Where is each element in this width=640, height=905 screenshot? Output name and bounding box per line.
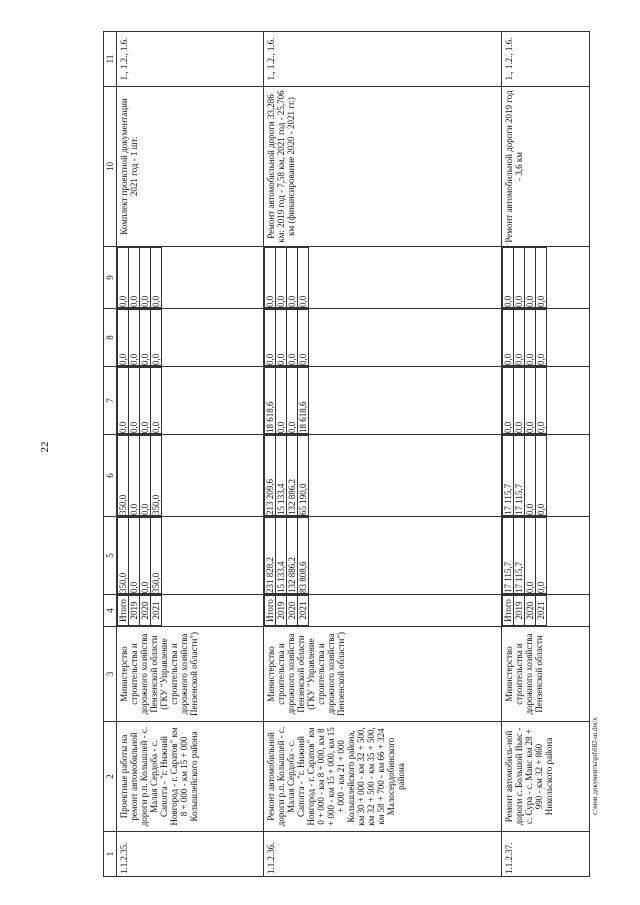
- value-cell-col9: [502, 247, 590, 309]
- year: 2021: [298, 596, 309, 626]
- row-result: Ремонт автомобильной дороги 33,286 км: 2019 год - 7,58 км, 2021 год - 25,706 км (финансирование 2020 - 2021 гг.): [264, 87, 502, 247]
- value: 0,0: [118, 248, 129, 308]
- row-number: 1.1.2.37.: [502, 832, 590, 877]
- year: 2021: [151, 596, 162, 626]
- row-name: Проектные работы на ремонт автомобильной дороги р.п. Колышлей - с. Малая Сердоба - с. Сапогга - "г. Нижний Новгород - г. Саратов" км 8 + 000 - км 15 + 000 Колышлейского района: [117, 722, 264, 832]
- year: Итого: [503, 596, 514, 626]
- value: 350,0: [118, 518, 129, 594]
- value: 0,0: [514, 310, 525, 366]
- header-cell: 5: [104, 517, 117, 595]
- header-cell: 4: [104, 595, 117, 627]
- value-cell-col9: [117, 247, 264, 309]
- header-cell: 11: [104, 32, 117, 87]
- value: 0,0: [525, 310, 536, 366]
- value: 0,0: [140, 368, 151, 434]
- value-cell-col8: [117, 309, 264, 367]
- value: 17 115,7: [503, 518, 514, 594]
- row-executor: Министерство строительства и дорожного хозяйства Пензенской области (ГКУ "Управление строительства и дорожного хозяйства Пензенской области"): [264, 627, 502, 722]
- value: 0,0: [140, 518, 151, 594]
- value: 18 618,6: [265, 368, 276, 434]
- value-cell-col6: [117, 435, 264, 517]
- page-number: 22: [39, 441, 51, 453]
- year: 2019: [276, 596, 287, 626]
- value-cell-col8: [264, 309, 502, 367]
- value: 0,0: [503, 310, 514, 366]
- value: 0,0: [151, 368, 162, 434]
- value: 0,0: [298, 310, 309, 366]
- value: 213 209,6: [265, 436, 276, 516]
- value: 0,0: [118, 368, 129, 434]
- row-codes: 1., 1.2., 1.6.: [264, 32, 502, 87]
- value-cell-col6: [264, 435, 502, 517]
- header-cell: 1: [104, 832, 117, 877]
- value: 18 618,6: [298, 368, 309, 434]
- header-cell: 2: [104, 722, 117, 832]
- value: 0,0: [129, 368, 140, 434]
- value: 17 115,7: [514, 518, 525, 594]
- year: 2020: [287, 596, 298, 626]
- value: 0,0: [525, 248, 536, 308]
- value: 0,0: [525, 518, 536, 594]
- column-number-row: [104, 32, 117, 877]
- value: 0,0: [265, 310, 276, 366]
- header-cell: 3: [104, 627, 117, 722]
- value: 0,0: [298, 248, 309, 308]
- year: 2019: [129, 596, 140, 626]
- value: 0,0: [536, 248, 547, 308]
- row-number: 1.1.2.35.: [117, 832, 264, 877]
- program-measures-table: [103, 31, 590, 877]
- header-cell: 8: [104, 309, 117, 367]
- value: 0,0: [525, 436, 536, 516]
- value: 17 115,7: [514, 436, 525, 516]
- table-row: [117, 32, 264, 877]
- table-row: [264, 32, 502, 877]
- value: 0,0: [536, 310, 547, 366]
- year: 2020: [525, 596, 536, 626]
- value: 0,0: [151, 248, 162, 308]
- year: Итого: [265, 596, 276, 626]
- row-name: Ремонт автомобильной дороги р.п. Колышлей - с. Малая Сердоба - с. Сапогга - "г. Нижний Новгород - г. Саратов" км 0 + 000 - км 8 + 000, км 8 + 000 - км 15 + 000, км 15 + 000 - км 21 + 000 Колышлейского района, км 30 + 000 - км 32 + 500, км 32 + 500 - км 35 + 500, км 58 + 700 - км 66 + 324 Малосердобинского района: [264, 722, 502, 832]
- value-cell-col7: [117, 367, 264, 435]
- value: 0,0: [287, 310, 298, 366]
- value-cell-col5: [264, 517, 502, 595]
- value: 17 115,7: [503, 436, 514, 516]
- value: 0,0: [129, 518, 140, 594]
- value: 132 886,2: [287, 518, 298, 594]
- value: 0,0: [503, 368, 514, 434]
- rotated-table-container: [103, 32, 588, 877]
- value: 350,0: [118, 436, 129, 516]
- value: 0,0: [276, 310, 287, 366]
- value: 0,0: [536, 518, 547, 594]
- value: 0,0: [287, 248, 298, 308]
- value-cell-col5: [117, 517, 264, 595]
- value: 0,0: [276, 368, 287, 434]
- value: 0,0: [140, 436, 151, 516]
- value: 0,0: [514, 248, 525, 308]
- years-cell: [117, 595, 264, 627]
- value: 0,0: [525, 368, 536, 434]
- value: 83 808,6: [298, 518, 309, 594]
- year: 2020: [140, 596, 151, 626]
- value: 0,0: [287, 368, 298, 434]
- years-cell: [502, 595, 590, 627]
- header-cell: 7: [104, 367, 117, 435]
- value: 0,0: [503, 248, 514, 308]
- value: 350,0: [151, 436, 162, 516]
- value: 0,0: [276, 248, 287, 308]
- value: 15 133,4: [276, 436, 287, 516]
- year: 2021: [536, 596, 547, 626]
- value: 0,0: [514, 368, 525, 434]
- value: 65 190,0: [298, 436, 309, 516]
- row-number: 1.1.2.36.: [264, 832, 502, 877]
- value: 231 828,2: [265, 518, 276, 594]
- footer-file-path: c:\мои документы\pd\682-ш.docx: [591, 717, 599, 815]
- row-name: Ремонт автомобиль-ной дороги с. Большой Вьяс - с. Сура - с. Маис км 28 + 990 - км 32 + 860 Никольского района: [502, 722, 590, 832]
- row-result: Ремонт автомобильной дороги 2019 год - 3,6 км: [502, 87, 590, 247]
- value: 0,0: [129, 248, 140, 308]
- year: 2019: [514, 596, 525, 626]
- value: 0,0: [536, 436, 547, 516]
- row-codes: 1., 1.2., 1.6.: [502, 32, 590, 87]
- value: 0,0: [140, 310, 151, 366]
- value-cell-col7: [264, 367, 502, 435]
- value-cell-col5: [502, 517, 590, 595]
- value-cell-col7: [502, 367, 590, 435]
- value-cell-col6: [502, 435, 590, 517]
- header-cell: 10: [104, 87, 117, 247]
- row-executor: Министерство строительства и дорожного хозяйства Пензенской области (ГКУ "Управление строительства и дорожного хозяйства Пензенской области"): [117, 627, 264, 722]
- row-result: Комплект проектной документации 2021 год - 1 шт.: [117, 87, 264, 247]
- value: 15 133,4: [276, 518, 287, 594]
- table-row: [502, 32, 590, 877]
- header-cell: 9: [104, 247, 117, 309]
- row-executor: Министерство строительства и дорожного хозяйства Пензенской области: [502, 627, 590, 722]
- row-codes: 1., 1.2., 1.6.: [117, 32, 264, 87]
- value: 0,0: [151, 310, 162, 366]
- year: Итого: [118, 596, 129, 626]
- value: 0,0: [129, 310, 140, 366]
- header-cell: 6: [104, 435, 117, 517]
- value: 0,0: [265, 248, 276, 308]
- value: 0,0: [140, 248, 151, 308]
- value-cell-col9: [264, 247, 502, 309]
- value: 350,0: [151, 518, 162, 594]
- value-cell-col8: [502, 309, 590, 367]
- years-cell: [264, 595, 502, 627]
- value: 0,0: [118, 310, 129, 366]
- value: 0,0: [129, 436, 140, 516]
- value: 132 886,2: [287, 436, 298, 516]
- value: 0,0: [536, 368, 547, 434]
